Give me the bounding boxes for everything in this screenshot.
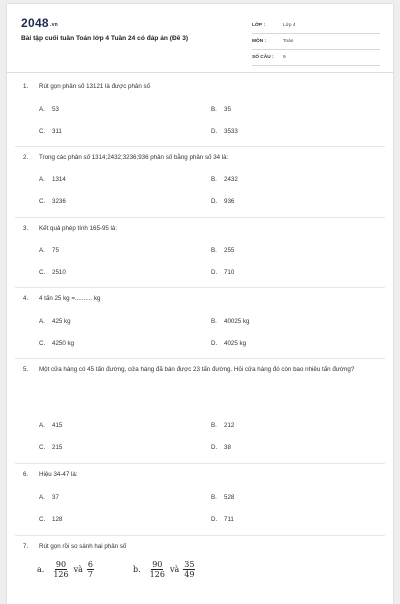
q7-part-a: [37, 560, 96, 579]
option-text: 38: [224, 444, 231, 451]
conjunction: và: [73, 565, 83, 574]
q3-option-c[interactable]: [39, 269, 66, 276]
option-text: 255: [224, 247, 235, 254]
option-letter: A.: [39, 494, 45, 501]
q1-option-b[interactable]: [211, 106, 231, 113]
meta-value: Lớp 4: [283, 23, 296, 28]
question-number: 3.: [23, 225, 29, 232]
worksheet-header: [7, 4, 393, 73]
question-text: Hiệu 34-47 là:: [39, 471, 78, 478]
q2-option-b[interactable]: [211, 176, 238, 183]
option-text: 311: [52, 128, 62, 135]
divider: [15, 463, 385, 464]
part-label: a.: [37, 565, 45, 574]
q2-option-c[interactable]: [39, 198, 66, 205]
meta-row-question-count: [252, 50, 380, 66]
divider: [15, 287, 385, 288]
option-text: 711: [224, 516, 234, 523]
question-2-text: [23, 153, 383, 163]
option-text: 4025 kg: [224, 340, 247, 347]
q6-option-a[interactable]: [39, 494, 59, 501]
question-1-text: [23, 82, 383, 92]
fraction: [52, 560, 69, 579]
meta-value: 9: [283, 55, 286, 60]
option-text: 215: [52, 444, 63, 451]
q5-option-c[interactable]: [39, 444, 62, 451]
fraction: [87, 560, 94, 579]
question-6-text: [23, 470, 383, 480]
site-logo[interactable]: [21, 16, 58, 30]
option-letter: B.: [211, 422, 217, 429]
option-text: 528: [224, 494, 235, 501]
divider: [15, 535, 385, 536]
option-letter: A.: [39, 422, 45, 429]
question-3-text: [23, 224, 383, 234]
numerator: 90: [152, 560, 163, 569]
option-text: 3236: [52, 198, 66, 205]
question-number: 2.: [23, 154, 29, 161]
q5-option-b[interactable]: [211, 422, 234, 429]
logo-tld: .vn: [49, 22, 59, 28]
fraction: [149, 560, 166, 579]
denominator: 49: [184, 570, 195, 579]
option-text: 53: [52, 106, 59, 113]
option-letter: B.: [211, 318, 217, 325]
conjunction: và: [169, 565, 180, 574]
meta-label: LỚP :: [252, 23, 266, 28]
option-letter: B.: [211, 176, 217, 183]
q2-option-d[interactable]: [211, 198, 234, 205]
worksheet-page: [7, 4, 393, 604]
meta-value: Toán: [283, 39, 294, 44]
q1-option-a[interactable]: [39, 106, 59, 113]
q3-option-b[interactable]: [211, 247, 234, 254]
question-text: Một cửa hàng có 45 tấn đường, cửa hàng đã bán được 23 tấn đường. Hỏi cửa hàng đó còn bao nhiêu tấn đường?: [39, 366, 355, 373]
option-text: 4250 kg: [52, 340, 75, 347]
option-letter: B.: [211, 106, 217, 113]
question-text: 4 tấn 25 kg =.......... kg: [39, 295, 101, 302]
worksheet-meta: [252, 18, 380, 66]
divider: [15, 358, 385, 359]
denominator: 7: [87, 570, 93, 579]
question-text: Trong các phân số 1314;2432;3236;936 phân số bằng phân số 34 là:: [39, 154, 229, 161]
q6-option-d[interactable]: [211, 516, 234, 523]
option-letter: C.: [39, 128, 46, 135]
option-text: 212: [224, 422, 235, 429]
denominator: 126: [149, 570, 165, 579]
option-letter: C.: [39, 516, 46, 523]
option-text: 425 kg: [52, 318, 71, 325]
worksheet-title: Bài tập cuối tuần Toán lớp 4 Tuần 24 có đáp án (Đề 3): [21, 35, 189, 42]
option-letter: D.: [211, 269, 218, 276]
question-number: 6.: [23, 471, 29, 478]
question-number: 1.: [23, 83, 29, 90]
question-number: 5.: [23, 366, 29, 373]
question-number: 7.: [23, 543, 29, 550]
question-5-text: [23, 365, 383, 375]
option-text: 40025 kg: [224, 318, 250, 325]
option-letter: C.: [39, 198, 46, 205]
option-text: 1314: [52, 176, 66, 183]
option-letter: D.: [211, 340, 218, 347]
q4-option-a[interactable]: [39, 318, 71, 325]
option-letter: A.: [39, 318, 45, 325]
option-letter: C.: [39, 444, 46, 451]
q7-part-b: [133, 560, 197, 579]
logo-text: 2048: [21, 16, 49, 30]
option-letter: D.: [211, 128, 218, 135]
divider: [15, 146, 385, 147]
part-label: b.: [133, 565, 141, 574]
option-text: 2432: [224, 176, 238, 183]
meta-row-subject: [252, 34, 380, 50]
option-letter: A.: [39, 247, 45, 254]
option-letter: D.: [211, 198, 218, 205]
meta-label: MÔN :: [252, 39, 267, 44]
option-text: 3533: [224, 128, 238, 135]
q2-option-a[interactable]: [39, 176, 66, 183]
q6-option-b[interactable]: [211, 494, 234, 501]
option-letter: B.: [211, 494, 217, 501]
option-text: 128: [52, 516, 63, 523]
fraction: [183, 560, 195, 579]
q1-option-d[interactable]: [211, 128, 238, 135]
q5-option-a[interactable]: [39, 422, 62, 429]
option-letter: B.: [211, 247, 217, 254]
q1-option-c[interactable]: [39, 128, 62, 135]
q3-option-a[interactable]: [39, 247, 59, 254]
option-text: 2510: [52, 269, 66, 276]
option-letter: C.: [39, 269, 46, 276]
question-number: 4.: [23, 295, 29, 302]
q5-option-d[interactable]: [211, 444, 231, 451]
meta-label: SỐ CÂU :: [252, 55, 274, 60]
option-text: 710: [224, 269, 235, 276]
q4-option-b[interactable]: [211, 318, 249, 325]
option-letter: A.: [39, 176, 45, 183]
denominator: 126: [53, 570, 69, 579]
option-text: 936: [224, 198, 235, 205]
q6-option-c[interactable]: [39, 516, 62, 523]
option-letter: C.: [39, 340, 46, 347]
option-letter: D.: [211, 444, 218, 451]
question-4-text: [23, 294, 383, 304]
q4-option-c[interactable]: [39, 340, 74, 347]
option-text: 35: [224, 106, 231, 113]
option-text: 75: [52, 247, 59, 254]
question-7-text: [23, 542, 383, 552]
numerator: 90: [55, 560, 67, 569]
numerator: 6: [87, 560, 93, 569]
q3-option-d[interactable]: [211, 269, 234, 276]
option-text: 37: [52, 494, 59, 501]
question-text: Rút gọn phân số 13121 là được phân số: [39, 83, 151, 90]
option-text: 415: [52, 422, 63, 429]
question-text: Kết quả phép tính 165-95 là:: [39, 225, 118, 232]
question-text: Rút gọn rồi so sánh hai phân số: [39, 543, 127, 550]
option-letter: A.: [39, 106, 45, 113]
q4-option-d[interactable]: [211, 340, 246, 347]
divider: [15, 217, 385, 218]
numerator: 35: [184, 560, 195, 569]
option-letter: D.: [211, 516, 218, 523]
meta-row-grade: [252, 18, 380, 34]
